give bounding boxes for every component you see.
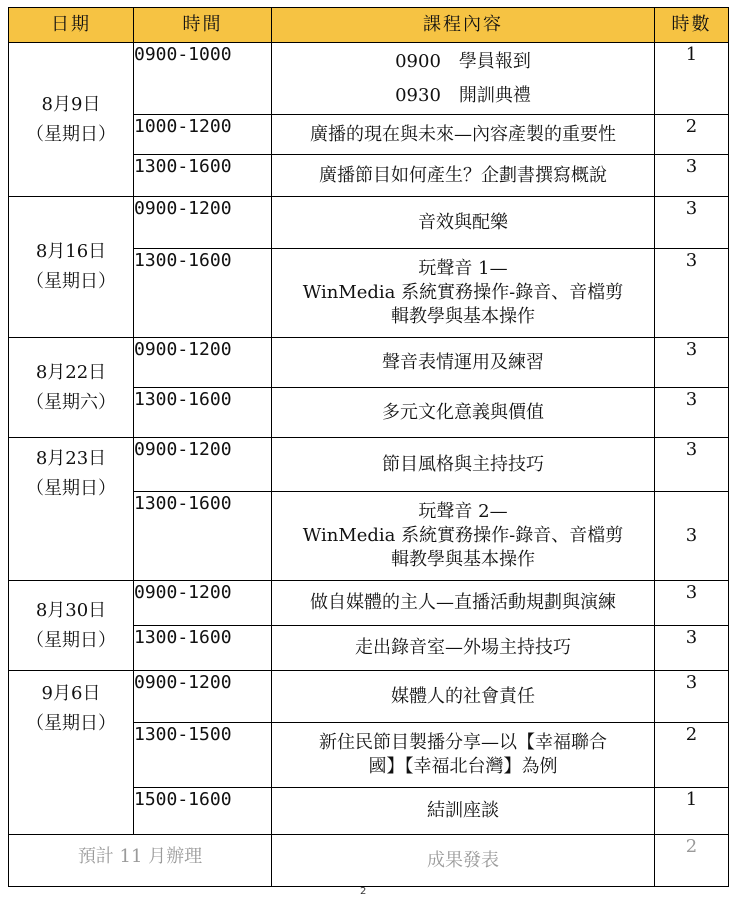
table-row <box>9 43 729 115</box>
course-cell <box>272 788 655 835</box>
course-cell <box>272 581 655 626</box>
date-text: 8月30日 <box>35 599 107 621</box>
course-cell: 成果發表 <box>272 835 655 887</box>
date-cell <box>9 671 134 835</box>
hours-cell: 3 <box>655 155 729 197</box>
time-cell: 1300-1600 <box>134 626 272 671</box>
course-cell <box>272 197 655 249</box>
hours-cell: 2 <box>655 835 729 887</box>
course-cell <box>272 249 655 338</box>
weekday-text: （星期日） <box>26 713 116 734</box>
course-line: 音效與配樂 <box>418 211 508 233</box>
table-row <box>9 438 729 492</box>
course-line: 多元文化意義與價值 <box>382 401 544 423</box>
hours-cell: 2 <box>655 723 729 788</box>
hours-cell: 3 <box>655 581 729 626</box>
course-cell <box>272 723 655 788</box>
time-cell: 1500-1600 <box>134 788 272 835</box>
time-cell: 0900-1200 <box>134 438 272 492</box>
time-cell: 0900-1200 <box>134 197 272 249</box>
date-cell <box>9 43 134 197</box>
course-line: 廣播節目如何產生？企劃書撰寫概說 <box>319 164 607 186</box>
weekday-text: （星期日） <box>26 271 116 292</box>
course-line: 新住民節目製播分享—以【幸福聯合 <box>319 732 607 753</box>
hours-cell: 3 <box>655 671 729 723</box>
page-number: 2 <box>360 886 367 897</box>
weekday-text: （星期日） <box>26 629 116 651</box>
course-line: 輯教學與基本操作 <box>391 306 535 327</box>
course-line: WinMedia 系統實務操作-錄音、音檔剪 <box>302 525 624 546</box>
course-line: 玩聲音 2— <box>418 501 508 522</box>
course-line: 做自媒體的主人—直播活動規劃與演練 <box>310 592 616 613</box>
course-cell <box>272 671 655 723</box>
hours-cell: 3 <box>655 338 729 388</box>
time-cell: 1000-1200 <box>134 115 272 155</box>
course-cell <box>272 338 655 388</box>
course-cell <box>272 492 655 581</box>
course-line: 廣播的現在與未來—內容產製的重要性 <box>310 123 616 145</box>
weekday-text: （星期六） <box>26 391 116 413</box>
course-cell <box>272 43 655 115</box>
course-line: 輯教學與基本操作 <box>391 549 535 570</box>
course-line: 0900 學員報到 <box>395 50 531 72</box>
date-cell <box>9 197 134 338</box>
time-cell: 1300-1600 <box>134 492 272 581</box>
hours-cell: 3 <box>655 492 729 581</box>
course-cell <box>272 155 655 197</box>
course-cell <box>272 115 655 155</box>
plan-cell: 預計 11 月辦理 <box>9 835 272 887</box>
time-cell: 0900-1000 <box>134 43 272 115</box>
time-cell: 0900-1200 <box>134 581 272 626</box>
course-line: 節目風格與主持技巧 <box>382 453 544 475</box>
table-row <box>9 338 729 388</box>
course-line: 媒體人的社會責任 <box>391 685 535 707</box>
course-cell <box>272 438 655 492</box>
header-date: 日期 <box>9 8 134 43</box>
date-cell <box>9 438 134 581</box>
time-cell: 1300-1600 <box>134 155 272 197</box>
table-row <box>9 197 729 249</box>
date-text: 8月9日 <box>41 93 101 115</box>
course-cell <box>272 388 655 438</box>
course-line: 聲音表情運用及練習 <box>382 351 544 373</box>
course-line: 結訓座談 <box>427 800 499 821</box>
table-row <box>9 671 729 723</box>
course-line: 0930 開訓典禮 <box>395 84 531 106</box>
date-text: 8月16日 <box>35 241 107 262</box>
hours-cell: 3 <box>655 438 729 492</box>
header-row <box>9 8 729 43</box>
date-cell <box>9 338 134 438</box>
course-line: 走出錄音室—外場主持技巧 <box>355 637 571 658</box>
hours-cell: 1 <box>655 43 729 115</box>
course-cell <box>272 626 655 671</box>
hours-cell: 3 <box>655 249 729 338</box>
time-cell: 1300-1600 <box>134 249 272 338</box>
hours-cell: 1 <box>655 788 729 835</box>
weekday-text: （星期日） <box>26 478 116 499</box>
header-time: 時間 <box>134 8 272 43</box>
weekday-text: （星期日） <box>26 123 116 145</box>
date-text: 9月6日 <box>41 683 101 704</box>
date-text: 8月22日 <box>35 361 107 383</box>
course-line: WinMedia 系統實務操作-錄音、音檔剪 <box>302 282 624 303</box>
header-hours: 時數 <box>655 8 729 43</box>
table-row <box>9 581 729 626</box>
schedule-table <box>8 7 729 887</box>
hours-cell: 2 <box>655 115 729 155</box>
course-line: 國】【幸福北台灣】為例 <box>368 756 558 777</box>
time-cell: 1300-1500 <box>134 723 272 788</box>
hours-cell: 3 <box>655 388 729 438</box>
time-cell: 0900-1200 <box>134 671 272 723</box>
hours-cell: 3 <box>655 626 729 671</box>
header-course: 課程內容 <box>272 8 655 43</box>
date-cell <box>9 581 134 671</box>
course-line: 玩聲音 1— <box>418 258 508 279</box>
hours-cell: 3 <box>655 197 729 249</box>
time-cell: 1300-1600 <box>134 388 272 438</box>
future-row <box>9 835 729 887</box>
date-text: 8月23日 <box>35 448 107 469</box>
time-cell: 0900-1200 <box>134 338 272 388</box>
